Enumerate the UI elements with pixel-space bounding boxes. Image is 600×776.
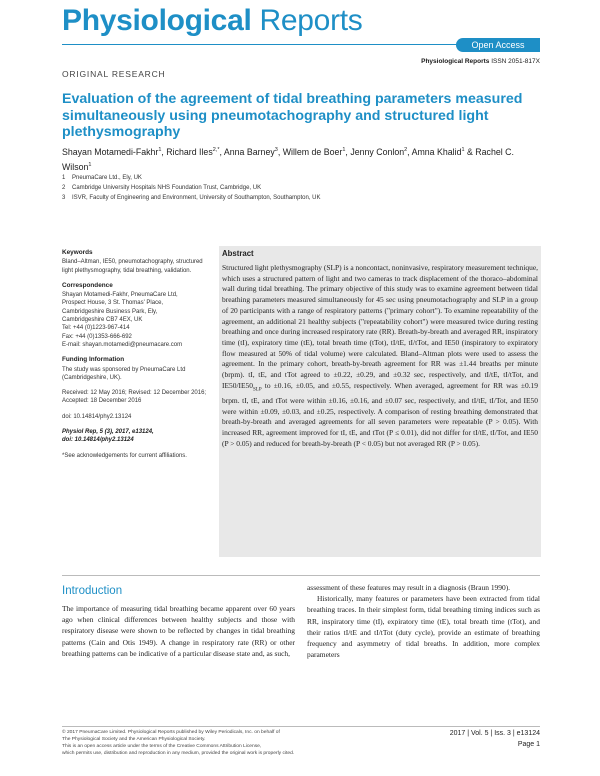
affiliation-text: PneumaCare Ltd., Ely, UK — [72, 175, 142, 181]
journal-title — [62, 2, 363, 40]
funding-heading: Funding Information — [62, 356, 125, 364]
keywords-text: Bland–Altman, IE50, pneumotachography, structured light plethysmography, tidal breathing, validation. — [62, 259, 203, 274]
correspondence-fax: Fax: +44 (0)1353-666-692 — [62, 333, 132, 340]
license-line: This is an open access article under the terms of the Creative Commons Attribution License, — [62, 744, 262, 749]
introduction-paragraph: Historically, many features or parameters have been extracted from tidal breathing traces. In their simplest form, tidal breathing timing indices such as RR, inspiratory time (tI), expiratory time (tE), total breath time (tTot), and their ratios tI/tE and tI/tTot (duty cycle), provide an estimate of breathing frequency and asymmetry of tidal breaths. In addition, more complex parameters — [307, 594, 540, 660]
issue-info: 2017 | Vol. 5 | Iss. 3 | e13124 — [449, 730, 540, 737]
open-access-badge: Open Access — [456, 38, 540, 52]
correspondence-block — [62, 282, 210, 349]
abstract-text-part2: to ±0.16, ±0.05, and ±0.55, respectively. When averaged, agreement for RR was ±0.19 brpm. tI, tE, and tTot were within ±0.16, ±0.16, and ±0.07 sec, respectively, and tI/tE, tI/Tot, and IE50 were within ±0.09, ±0.03, and ±0.25, respectively. A comparison of resting breathing demonstrated that breath-by-breath and averaged agreements for all seven parameters were repeatable (P > 0.05). With increased RR, agreement improved for tI, tE, and tTot (P ≤ 0.01), did not differ for tI/tE, tI/Tot, and IE50 (P > 0.05) and reduced for breath-by-breath (P < 0.05) but not averaged RR (P > 0.05). — [222, 380, 538, 448]
abstract-text-part1: Structured light plethysmography (SLP) is a noncontact, noninvasive, respiratory measurement technique, which uses a structured pattern of light and two cameras to track displacement of the thoraco–abdominal wall during tidal breathing. The primary objective of this study was to examine agreement between tidal breathing parameters measured simultaneously for 45 sec using pneumotachography and SLP in a group of 20 participants with a range of respiratory patterns ("primary cohort"). To examine repeatability of the agreement, an additional 21 healthy subjects ("repeatability cohort") were measured twice during resting breathing and once during increased respiratory rate (RR). Breath-by-breath and averaged RR, inspiratory time (tI), expiratory time (tE), total breath time (tTot), tI/tE, tI/tTot, and IE50 (inspiratory to expiratory flow measured at 50% of tidal volume) were calculated. Bland–Altman plots were used to assess the agreement. In the primary cohort, breath-by-breath agreement for RR was ±1.44 breaths per minute (brpm). tI, tE, and tTot agreed to ±0.22, ±0.29, and ±0.32 sec, respectively, and tI/tE, tI/tTot, and IE50/IE50 — [222, 263, 538, 390]
author-name: Amna Khalid — [411, 146, 462, 157]
introduction-heading: Introduction — [62, 585, 123, 597]
introduction-column-right — [307, 582, 540, 660]
affiliation-number: 1 — [62, 175, 66, 181]
issn-value: ISSN 2051-817X — [491, 58, 540, 65]
paper-title: Evaluation of the agreement of tidal breathing parameters measured simultaneously using pneumotachography and structured light plethysmography — [62, 91, 523, 140]
affiliation-text: Cambridge University Hospitals NHS Foundation Trust, Cambridge, UK — [72, 185, 262, 191]
footer-divider — [62, 726, 540, 727]
author-affiliation-mark: 1 — [158, 147, 162, 153]
author-name: Anna Barney — [223, 146, 275, 157]
affiliation-item — [62, 193, 540, 203]
correspondence-line: Shayan Motamedi-Fakhr, PneumaCare Ltd, — [62, 292, 178, 299]
author-affiliation-mark: 1 — [461, 147, 465, 153]
license-line: which permits use, distribution and reproduction in any medium, provided the original work is properly cited. — [62, 751, 295, 756]
funding-text: The study was sponsored by PneumaCare Ltd (Cambridgeshire, UK). — [62, 366, 186, 381]
license-line: The Physiological Society and the American Physiological Society. — [62, 737, 206, 742]
license-line: © 2017 PneumaCare Limited. Physiological Reports published by Wiley Periodicals, Inc. on behalf of — [62, 730, 280, 735]
correspondence-email[interactable]: E-mail: shayan.motamedi@pneumacare.com — [62, 341, 183, 348]
abstract-text — [222, 263, 538, 449]
author-affiliation-mark: 1 — [88, 162, 92, 169]
issn-label: Physiological Reports — [421, 58, 490, 65]
abstract-heading: Abstract — [222, 249, 254, 258]
author-name: Rachel C. Wilson — [62, 146, 514, 173]
author-affiliation-mark: 2 — [404, 147, 408, 153]
author-affiliation-mark: 1 — [342, 147, 346, 153]
section-divider — [62, 575, 540, 576]
correspondence-line: Prospect House, 3 St. Thomas' Place, — [62, 300, 164, 307]
license-text — [62, 729, 392, 757]
funding-block — [62, 356, 210, 382]
citation-line: Physiol Rep, 5 (3), 2017, e13124, — [62, 429, 154, 436]
acknowledgement-note: *See acknowledgements for current affiliations. — [62, 452, 187, 459]
author-affiliation-mark: 2,* — [212, 147, 220, 153]
journal-title-bold: Physiological — [62, 4, 252, 37]
affiliation-number: 3 — [62, 195, 66, 201]
issn-line — [421, 58, 540, 65]
affiliation-number: 2 — [62, 185, 66, 191]
author-list: Shayan Motamedi-Fakhr$^1$, Richard Iles$^{2,*}$, Anna Barney$^3$, Willem de Boer$^1$, Jenny Conlon$^2$, Amna Khalid$^1$ & Rachel C. Wilson$^1$ — [62, 146, 514, 173]
doi-link[interactable]: doi: 10.14814/phy2.13124 — [62, 413, 132, 420]
author-name: Shayan Motamedi-Fakhr — [62, 146, 159, 157]
correspondence-heading: Correspondence — [62, 281, 113, 289]
section-label: ORIGINAL RESEARCH — [62, 69, 166, 79]
citation-doi[interactable]: doi: 10.14814/phy2.13124 — [62, 437, 134, 444]
affiliation-item — [62, 183, 540, 193]
correspondence-line: Cambridgeshire CB7 4EX, UK — [62, 317, 143, 324]
abstract-subscript: SLP — [252, 387, 262, 393]
author-affiliation-mark: 3 — [274, 147, 278, 153]
introduction-paragraph: The importance of measuring tidal breathing became apparent over 60 years ago when clinical differences between healthy subjects and those with respiratory disease were shown to be reflected by changes in tidal breathing patterns (Cain and Otis 1949). A change in respiratory rate (RR) or other breathing patterns can be indicative of a particular disease state and, as such, — [62, 604, 295, 658]
author-name: Richard Iles — [166, 146, 213, 157]
affiliation-item — [62, 173, 540, 183]
author-name: Jenny Conlon — [350, 146, 405, 157]
received-dates: Received: 12 May 2016; Revised: 12 December 2016; Accepted: 18 December 2016 — [62, 390, 207, 405]
affiliation-list — [62, 173, 540, 203]
keywords-heading: Keywords — [62, 249, 93, 256]
author-name: Willem de Boer — [282, 146, 343, 157]
citation-block — [62, 428, 210, 445]
correspondence-line: Cambridgeshire Business Park, Ely, — [62, 308, 158, 315]
introduction-paragraph: assessment of these features may result in a diagnosis (Braun 1990). — [307, 583, 511, 592]
affiliation-text: ISVR, Faculty of Engineering and Environment, University of Southampton, Southampton, UK — [72, 195, 321, 201]
article-sidebar — [62, 249, 210, 467]
correspondence-tel: Tel: +44 (0)1223-967-414 — [62, 325, 130, 332]
introduction-column-left — [62, 603, 295, 659]
page-number: Page 1 — [517, 741, 540, 748]
keywords-block — [62, 249, 210, 275]
journal-title-light: Reports — [259, 4, 363, 37]
